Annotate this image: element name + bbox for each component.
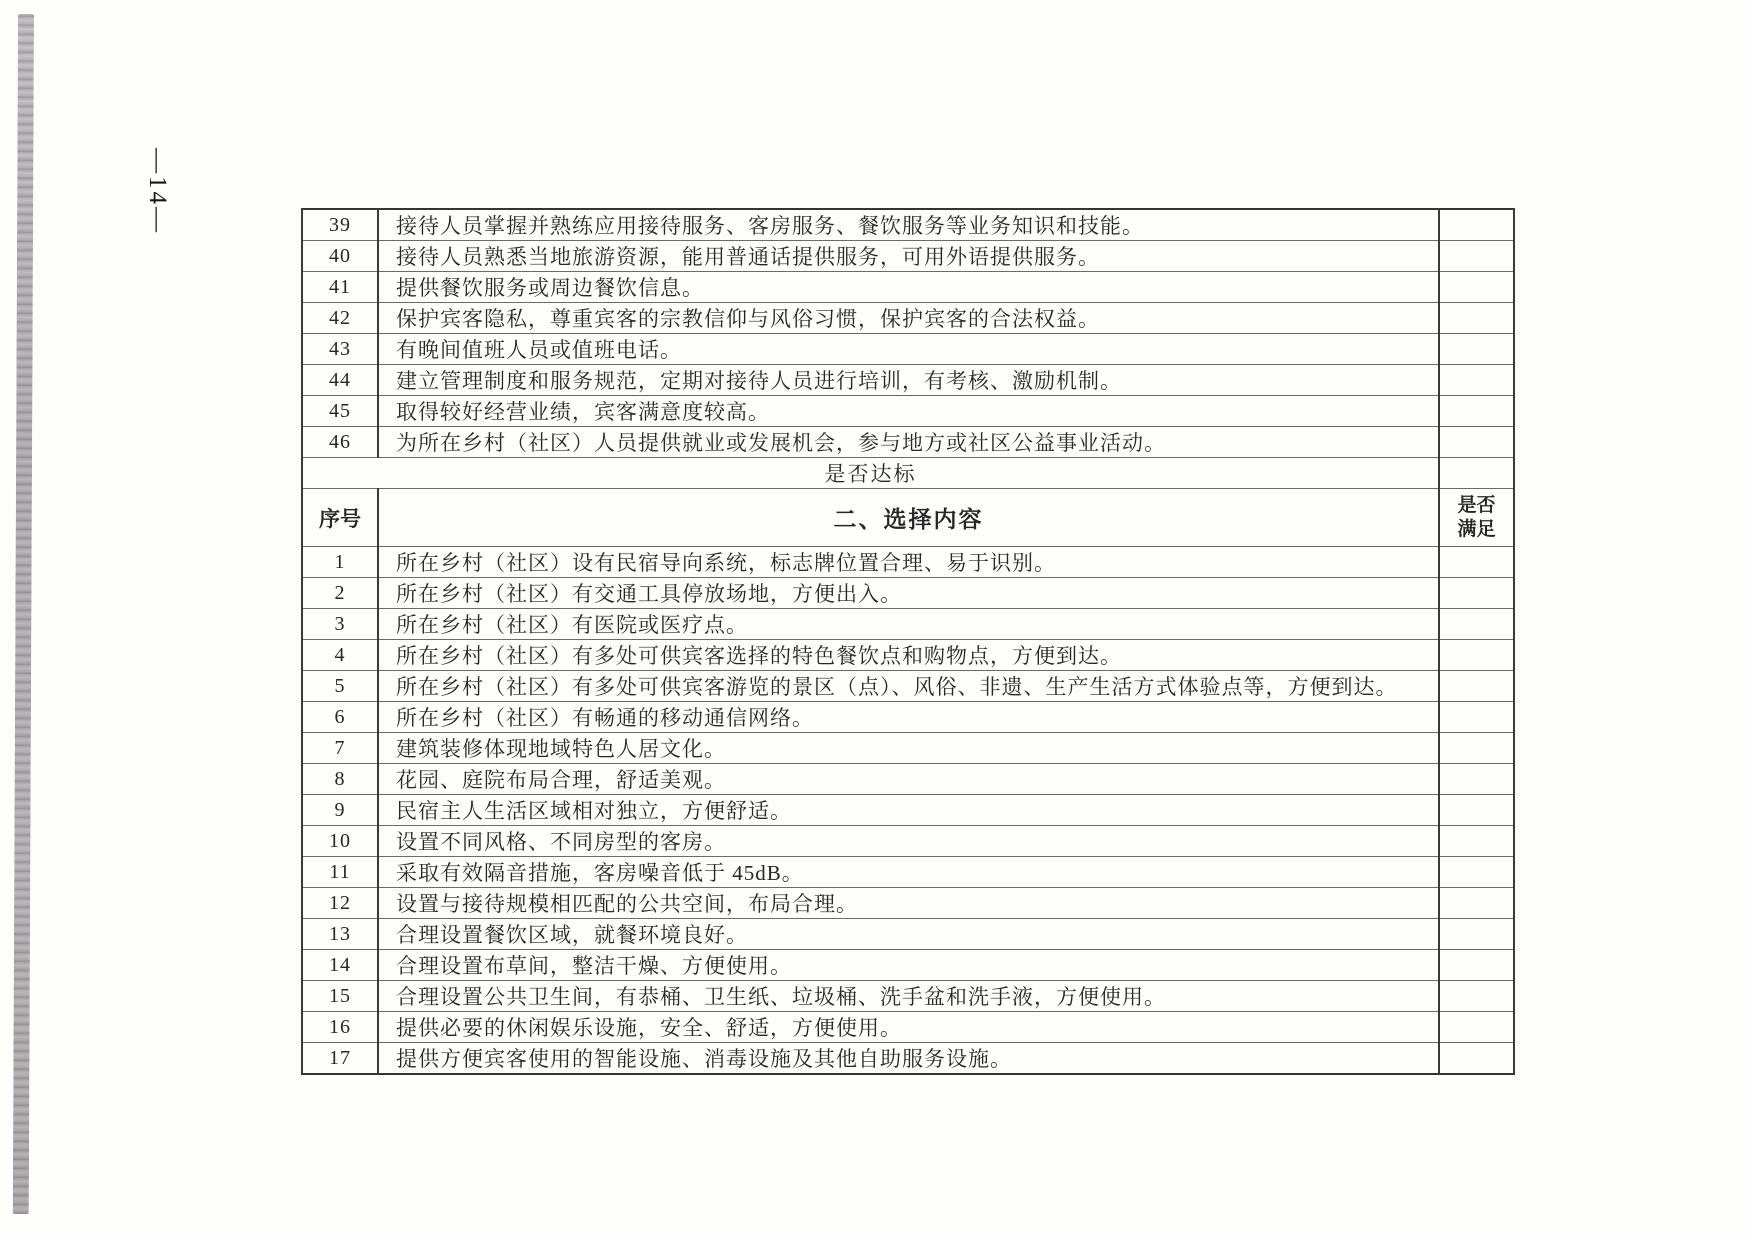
satisfy-cell bbox=[1439, 795, 1514, 826]
row-number: 15 bbox=[302, 981, 378, 1012]
row-number: 11 bbox=[302, 857, 378, 888]
table-row-merged bbox=[302, 458, 1514, 489]
satisfy-cell bbox=[1439, 241, 1514, 272]
row-text: 合理设置餐饮区域，就餐环境良好。 bbox=[378, 919, 1439, 950]
row-text: 保护宾客隐私，尊重宾客的宗教信仰与风俗习惯，保护宾客的合法权益。 bbox=[378, 303, 1439, 334]
table-row bbox=[302, 826, 1514, 857]
row-text: 所在乡村（社区）有医院或医疗点。 bbox=[378, 609, 1439, 640]
row-number: 7 bbox=[302, 733, 378, 764]
row-text: 取得较好经营业绩，宾客满意度较高。 bbox=[378, 396, 1439, 427]
row-number: 44 bbox=[302, 365, 378, 396]
table-row bbox=[302, 427, 1514, 458]
row-text: 所在乡村（社区）设有民宿导向系统，标志牌位置合理、易于识别。 bbox=[378, 547, 1439, 578]
table-row bbox=[302, 764, 1514, 795]
row-text: 接待人员熟悉当地旅游资源，能用普通话提供服务，可用外语提供服务。 bbox=[378, 241, 1439, 272]
header-satisfy-line2: 满足 bbox=[1457, 518, 1496, 540]
satisfy-cell bbox=[1439, 733, 1514, 764]
satisfy-cell bbox=[1439, 764, 1514, 795]
row-text: 民宿主人生活区域相对独立，方便舒适。 bbox=[378, 795, 1439, 826]
row-number: 8 bbox=[302, 764, 378, 795]
row-number: 12 bbox=[302, 888, 378, 919]
row-text: 花园、庭院布局合理，舒适美观。 bbox=[378, 764, 1439, 795]
row-text: 有晚间值班人员或值班电话。 bbox=[378, 334, 1439, 365]
row-text: 接待人员掌握并熟练应用接待服务、客房服务、餐饮服务等业务知识和技能。 bbox=[378, 209, 1439, 241]
section-optional-items bbox=[302, 547, 1514, 1075]
row-text: 设置与接待规模相匹配的公共空间，布局合理。 bbox=[378, 888, 1439, 919]
satisfy-cell bbox=[1439, 458, 1514, 489]
scan-binding-shadow bbox=[13, 14, 34, 1214]
header-content-title: 二、选择内容 bbox=[378, 489, 1439, 547]
table-row bbox=[302, 334, 1514, 365]
satisfy-cell bbox=[1439, 671, 1514, 702]
row-text: 提供必要的休闲娱乐设施，安全、舒适，方便使用。 bbox=[378, 1012, 1439, 1043]
row-text: 为所在乡村（社区）人员提供就业或发展机会，参与地方或社区公益事业活动。 bbox=[378, 427, 1439, 458]
satisfy-cell bbox=[1439, 702, 1514, 733]
row-text: 合理设置公共卫生间，有恭桶、卫生纸、垃圾桶、洗手盆和洗手液，方便使用。 bbox=[378, 981, 1439, 1012]
table-row bbox=[302, 547, 1514, 578]
table-row bbox=[302, 671, 1514, 702]
row-text: 建立管理制度和服务规范，定期对接待人员进行培训，有考核、激励机制。 bbox=[378, 365, 1439, 396]
row-text: 所在乡村（社区）有畅通的移动通信网络。 bbox=[378, 702, 1439, 733]
satisfy-cell bbox=[1439, 303, 1514, 334]
row-number: 41 bbox=[302, 272, 378, 303]
table-row bbox=[302, 1043, 1514, 1075]
satisfy-cell bbox=[1439, 888, 1514, 919]
table-row bbox=[302, 396, 1514, 427]
row-text: 所在乡村（社区）有交通工具停放场地，方便出入。 bbox=[378, 578, 1439, 609]
row-text: 提供方便宾客使用的智能设施、消毒设施及其他自助服务设施。 bbox=[378, 1043, 1439, 1075]
table-row bbox=[302, 702, 1514, 733]
table-row bbox=[302, 303, 1514, 334]
table-row bbox=[302, 950, 1514, 981]
table-row bbox=[302, 640, 1514, 671]
row-text: 提供餐饮服务或周边餐饮信息。 bbox=[378, 272, 1439, 303]
table-row bbox=[302, 919, 1514, 950]
satisfy-cell bbox=[1439, 981, 1514, 1012]
table-row bbox=[302, 857, 1514, 888]
row-text: 建筑装修体现地域特色人居文化。 bbox=[378, 733, 1439, 764]
header-seq: 序号 bbox=[302, 489, 378, 547]
row-number: 16 bbox=[302, 1012, 378, 1043]
table-row bbox=[302, 1012, 1514, 1043]
satisfy-cell bbox=[1439, 826, 1514, 857]
table-row bbox=[302, 888, 1514, 919]
checklist-table bbox=[301, 208, 1515, 1075]
row-number: 9 bbox=[302, 795, 378, 826]
meets-standard-label: 是否达标 bbox=[302, 458, 1439, 489]
satisfy-cell bbox=[1439, 547, 1514, 578]
row-text: 设置不同风格、不同房型的客房。 bbox=[378, 826, 1439, 857]
table-row bbox=[302, 365, 1514, 396]
row-number: 4 bbox=[302, 640, 378, 671]
satisfy-cell bbox=[1439, 1012, 1514, 1043]
page-number: —14— bbox=[144, 148, 171, 235]
row-number: 40 bbox=[302, 241, 378, 272]
row-number: 6 bbox=[302, 702, 378, 733]
table-row bbox=[302, 578, 1514, 609]
row-number: 14 bbox=[302, 950, 378, 981]
satisfy-cell bbox=[1439, 209, 1514, 241]
row-number: 17 bbox=[302, 1043, 378, 1075]
section-divider bbox=[302, 458, 1514, 547]
satisfy-cell bbox=[1439, 1043, 1514, 1075]
table-row bbox=[302, 241, 1514, 272]
table-row bbox=[302, 981, 1514, 1012]
header-satisfy bbox=[1439, 489, 1514, 547]
satisfy-cell bbox=[1439, 640, 1514, 671]
row-text: 合理设置布草间，整洁干燥、方便使用。 bbox=[378, 950, 1439, 981]
row-number: 2 bbox=[302, 578, 378, 609]
row-number: 5 bbox=[302, 671, 378, 702]
row-number: 46 bbox=[302, 427, 378, 458]
table-row bbox=[302, 209, 1514, 241]
row-text: 采取有效隔音措施，客房噪音低于 45dB。 bbox=[378, 857, 1439, 888]
satisfy-cell bbox=[1439, 578, 1514, 609]
row-number: 3 bbox=[302, 609, 378, 640]
row-number: 10 bbox=[302, 826, 378, 857]
satisfy-cell bbox=[1439, 365, 1514, 396]
row-text: 所在乡村（社区）有多处可供宾客选择的特色餐饮点和购物点，方便到达。 bbox=[378, 640, 1439, 671]
satisfy-cell bbox=[1439, 609, 1514, 640]
satisfy-cell bbox=[1439, 396, 1514, 427]
table-row bbox=[302, 272, 1514, 303]
section-required-items bbox=[302, 209, 1514, 458]
satisfy-cell bbox=[1439, 272, 1514, 303]
row-number: 43 bbox=[302, 334, 378, 365]
satisfy-cell bbox=[1439, 334, 1514, 365]
satisfy-cell bbox=[1439, 950, 1514, 981]
row-number: 39 bbox=[302, 209, 378, 241]
row-number: 42 bbox=[302, 303, 378, 334]
table-header-row bbox=[302, 489, 1514, 547]
row-number: 1 bbox=[302, 547, 378, 578]
satisfy-cell bbox=[1439, 919, 1514, 950]
row-number: 13 bbox=[302, 919, 378, 950]
satisfy-cell bbox=[1439, 857, 1514, 888]
table-row bbox=[302, 609, 1514, 640]
satisfy-cell bbox=[1439, 427, 1514, 458]
header-satisfy-line1: 是否 bbox=[1457, 494, 1496, 516]
row-text: 所在乡村（社区）有多处可供宾客游览的景区（点）、风俗、非遗、生产生活方式体验点等，方便到达。 bbox=[378, 671, 1439, 702]
table-row bbox=[302, 733, 1514, 764]
table-row bbox=[302, 795, 1514, 826]
row-number: 45 bbox=[302, 396, 378, 427]
